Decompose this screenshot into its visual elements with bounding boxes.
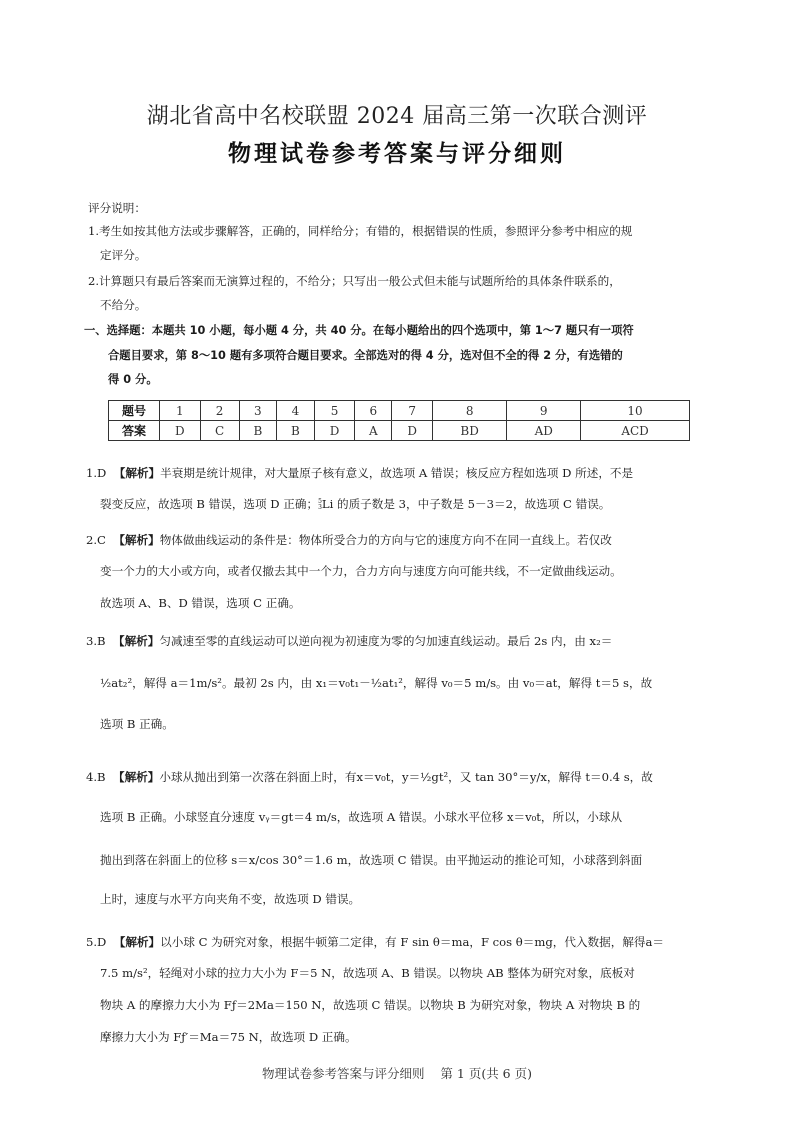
solution-5-line-1 (86, 935, 664, 949)
question-number: 7 (392, 401, 433, 421)
answer-cell: B (277, 421, 315, 441)
solution-4-line-1 (86, 770, 653, 784)
footer-document-name: 物理试卷参考答案与评分细则 (262, 1066, 425, 1081)
solution-2-line-1 (86, 533, 612, 547)
page-number: 第 1 页(共 6 页) (440, 1066, 532, 1081)
answer-cell: B (239, 421, 277, 441)
note-2-line-1: 2.计算题只有最后答案而无演算过程的，不给分；只写出一般公式但未能与试题所给的具体条件联系的， (88, 274, 621, 288)
question-number: 6 (355, 401, 392, 421)
solution-5-label: 5.D (86, 935, 107, 949)
answer-cell: BD (432, 421, 506, 441)
page-footer (0, 1064, 794, 1082)
answer-cell: AD (507, 421, 581, 441)
solution-3-line-2: ½at₂²，解得 a＝1m/s²。最初 2s 内，由 x₁＝v₀t₁－½at₁²，解得 v₀＝5 m/s。由 v₀＝at，解得 t＝5 s，故 (100, 676, 653, 690)
question-number: 4 (277, 401, 315, 421)
solution-1-text-1: 半衰期是统计规律，对大量原子核有意义，故选项 A 错误；核反应方程如选项 D 所述，不是 (160, 466, 634, 480)
question-number: 5 (314, 401, 355, 421)
solution-1-line-2 (100, 497, 610, 511)
solution-4-line-2: 选项 B 正确。小球竖直分速度 vᵧ＝gt＝4 m/s，故选项 A 错误。小球水平位移 x＝v₀t，所以，小球从 (100, 810, 623, 824)
solution-4-text-1: 小球从抛出到第一次落在斜面上时，有x＝v₀t，y＝½gt²，又 tan 30°＝y/x，解得 t＝0.4 s，故 (159, 770, 653, 784)
section-1-line-3: 得 0 分。 (108, 373, 158, 386)
question-number: 3 (239, 401, 277, 421)
notes-heading: 评分说明： (88, 201, 146, 215)
analysis-tag: 【解析】 (113, 466, 161, 480)
question-number: 1 (160, 401, 201, 421)
section-1-line-1: 一、选择题：本题共 10 小题，每小题 4 分，共 40 分。在每小题给出的四个选项中，第 1～7 题只有一项符 (84, 324, 634, 337)
solution-4-label: 4.B (86, 770, 106, 784)
exam-title: 湖北省高中名校联盟 2024 届高三第一次联合测评 (146, 104, 648, 129)
note-1-line-1: 1.考生如按其他方法或步骤解答，正确的，同样给分；有错的，根据错误的性质，参照评分参考中相应的规 (88, 224, 633, 238)
solution-2-label: 2.C (86, 533, 106, 547)
solution-1-label: 1.D (86, 466, 107, 480)
solution-5-line-4: 摩擦力大小为 Fƒ′＝Ma＝75 N，故选项 D 正确。 (100, 1030, 357, 1044)
analysis-tag: 【解析】 (112, 634, 160, 648)
analysis-tag: 【解析】 (112, 770, 160, 784)
answer-cell: ACD (581, 421, 690, 441)
answer-cell: A (355, 421, 392, 441)
solution-1-text-2b: 的质子数是 3，中子数是 5－3＝2，故选项 C 错误。 (333, 497, 611, 511)
solution-3-text-1: 匀减速至零的直线运动可以逆向视为初速度为零的匀加速直线运动。最后 2s 内，由 x₂＝ (159, 634, 613, 648)
solution-5-line-3: 物块 A 的摩擦力大小为 Fƒ＝2Ma＝150 N，故选项 C 错误。以物块 B 为研究对象，物块 A 对物块 B 的 (100, 998, 641, 1012)
document-subtitle: 物理试卷参考答案与评分细则 (228, 141, 566, 167)
solution-1-text-2a: 裂变反应，故选项 B 错误，选项 D 正确； (100, 497, 319, 511)
solution-2-line-2: 变一个力的大小或方向，或者仅撤去其中一个力，合力方向与速度方向可能共线，不一定做曲线运动。 (100, 564, 622, 578)
question-number: 9 (507, 401, 581, 421)
answer-cell: D (314, 421, 355, 441)
solution-3-line-1 (86, 634, 612, 648)
row-header-number: 题号 (109, 401, 160, 421)
question-number-row (109, 401, 690, 421)
solution-2-text-1: 物体做曲线运动的条件是：物体所受合力的方向与它的速度方向不在同一直线上。若仅改 (159, 533, 612, 547)
question-number: 2 (200, 401, 239, 421)
answer-cell: C (200, 421, 239, 441)
section-1-line-2: 合题目要求，第 8～10 题有多项符合题目要求。全部选对的得 4 分，选对但不全的得 2 分，有选错的 (108, 349, 623, 362)
analysis-tag: 【解析】 (113, 533, 160, 547)
note-1-line-2: 定评分。 (100, 248, 147, 262)
solution-5-text-1: 以小球 C 为研究对象，根据牛顿第二定律，有 F sin θ＝ma，F cos θ＝mg，代入数据，解得a＝ (160, 935, 665, 949)
answer-cell: D (392, 421, 433, 441)
isotope-symbol: Li (321, 497, 334, 511)
row-header-answer: 答案 (109, 421, 160, 441)
analysis-tag: 【解析】 (113, 935, 161, 949)
solution-1-line-1 (86, 466, 633, 480)
solution-4-line-3: 抛出到落在斜面上的位移 s＝x/cos 30°＝1.6 m，故选项 C 错误。由平抛运动的推论可知，小球落到斜面 (100, 853, 643, 867)
solution-3-line-3: 选项 B 正确。 (100, 717, 174, 731)
question-number: 8 (432, 401, 506, 421)
note-2-line-2: 不给分。 (100, 298, 147, 312)
solution-4-line-4: 上时，速度与水平方向夹角不变，故选项 D 错误。 (100, 892, 361, 906)
answer-table (108, 400, 690, 441)
question-number: 10 (581, 401, 690, 421)
isotope-atomic-number: 3 (318, 504, 322, 511)
isotope-mass-number: 5 (318, 498, 322, 505)
solution-2-line-3: 故选项 A、B、D 错误，选项 C 正确。 (100, 596, 301, 610)
answer-cell: D (160, 421, 201, 441)
solution-3-label: 3.B (86, 634, 106, 648)
solution-5-line-2: 7.5 m/s²，轻绳对小球的拉力大小为 F＝5 N，故选项 A、B 错误。以物块 AB 整体为研究对象，底板对 (100, 966, 635, 980)
answer-row (109, 421, 690, 441)
